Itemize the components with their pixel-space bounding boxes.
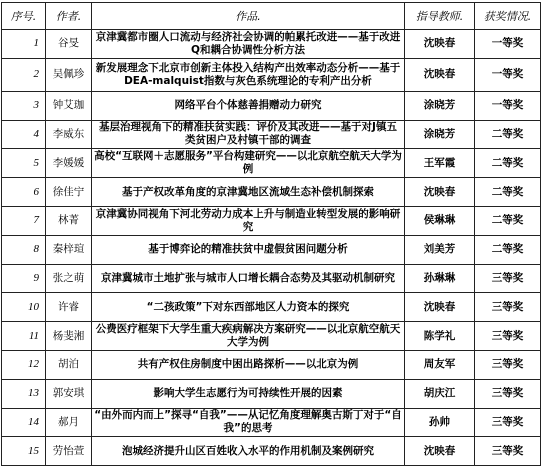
- row-advisor: 沈映春: [405, 437, 475, 466]
- row-work: “二孩政策”下对东西部地区人力资本的探究: [92, 293, 405, 322]
- row-advisor: 孙帅: [405, 408, 475, 437]
- row-advisor: 刘美芳: [405, 235, 475, 264]
- row-author: 谷旻: [46, 30, 92, 59]
- row-award: 三等奖: [475, 408, 541, 437]
- row-author: 郭安琪: [46, 379, 92, 408]
- table-row: [2, 91, 541, 120]
- row-work: 京津冀协同视角下河北劳动力成本上升与制造业转型发展的影响研究: [92, 206, 405, 235]
- row-index: 4: [2, 120, 46, 149]
- row-award: 二等奖: [475, 206, 541, 235]
- award-table: [1, 2, 541, 466]
- row-author: 李威东: [46, 120, 92, 149]
- row-author: 李媛媛: [46, 149, 92, 178]
- row-advisor: 沈映春: [405, 293, 475, 322]
- row-index: 1: [2, 30, 46, 59]
- row-work: 基于产权改革角度的京津冀地区流域生态补偿机制探索: [92, 178, 405, 207]
- row-author: 郝月: [46, 408, 92, 437]
- row-index: 13: [2, 379, 46, 408]
- row-advisor: 周友军: [405, 350, 475, 379]
- row-award: 三等奖: [475, 264, 541, 293]
- table-row: [2, 206, 541, 235]
- table-row: [2, 30, 541, 59]
- row-index: 11: [2, 322, 46, 351]
- row-author: 林菁: [46, 206, 92, 235]
- table-row: [2, 235, 541, 264]
- row-author: 吴佩珍: [46, 58, 92, 91]
- row-award: 三等奖: [475, 350, 541, 379]
- header-advisor: 指导教师.: [405, 3, 475, 30]
- row-author: 钟艾珈: [46, 91, 92, 120]
- table-row: [2, 293, 541, 322]
- row-award: 二等奖: [475, 178, 541, 207]
- row-index: 7: [2, 206, 46, 235]
- row-award: 三等奖: [475, 322, 541, 351]
- row-index: 8: [2, 235, 46, 264]
- row-award: 一等奖: [475, 91, 541, 120]
- row-advisor: 胡庆江: [405, 379, 475, 408]
- header-award: 获奖情况.: [475, 3, 541, 30]
- row-award: 一等奖: [475, 30, 541, 59]
- row-work: 影响大学生志愿行为可持续性开展的因素: [92, 379, 405, 408]
- table-row: [2, 58, 541, 91]
- row-advisor: 沈映春: [405, 30, 475, 59]
- row-index: 5: [2, 149, 46, 178]
- row-advisor: 王军霞: [405, 149, 475, 178]
- row-award: 一等奖: [475, 58, 541, 91]
- table-row: [2, 120, 541, 149]
- row-advisor: 沈映春: [405, 178, 475, 207]
- row-author: 杨斐湘: [46, 322, 92, 351]
- row-work: 泡城经济提升山区百姓收入水平的作用机制及案例研究: [92, 437, 405, 466]
- row-advisor: 侯琳琳: [405, 206, 475, 235]
- table-header-row: [2, 3, 541, 30]
- row-work: 京津冀城市土地扩张与城市人口增长耦合态势及其驱动机制研究: [92, 264, 405, 293]
- row-advisor: 涂晓芳: [405, 91, 475, 120]
- row-work: 高校“互联网＋志愿服务”平台构建研究——以北京航空航天大学为例: [92, 149, 405, 178]
- row-index: 15: [2, 437, 46, 466]
- row-award: 二等奖: [475, 149, 541, 178]
- row-work: 基层治理视角下的精准扶贫实践：评价及其改进——基于对J镇五类贫困户及村镇干部的调查: [92, 120, 405, 149]
- row-advisor: 陈学礼: [405, 322, 475, 351]
- award-table-container: [1, 2, 540, 466]
- table-row: [2, 437, 541, 466]
- header-author: 作者.: [46, 3, 92, 30]
- row-index: 2: [2, 58, 46, 91]
- header-work: 作品.: [92, 3, 405, 30]
- row-index: 14: [2, 408, 46, 437]
- table-row: [2, 408, 541, 437]
- row-work: 共有产权住房制度中困出路探析——以北京为例: [92, 350, 405, 379]
- row-advisor: 孙琳琳: [405, 264, 475, 293]
- table-row: [2, 178, 541, 207]
- table-row: [2, 264, 541, 293]
- row-award: 二等奖: [475, 235, 541, 264]
- row-index: 12: [2, 350, 46, 379]
- row-work: 京津冀都市圈人口流动与经济社会协调的帕累托改进——基于改进Q和耦合协调性分析方法: [92, 30, 405, 59]
- row-award: 三等奖: [475, 437, 541, 466]
- table-row: [2, 350, 541, 379]
- row-award: 三等奖: [475, 293, 541, 322]
- row-award: 二等奖: [475, 120, 541, 149]
- row-index: 3: [2, 91, 46, 120]
- table-row: [2, 149, 541, 178]
- row-author: 胡泊: [46, 350, 92, 379]
- row-work: 网络平台个体慈善捐赠动力研究: [92, 91, 405, 120]
- row-work: 公费医疗框架下大学生重大疾病解决方案研究——以北京航空航天大学为例: [92, 322, 405, 351]
- row-award: 三等奖: [475, 379, 541, 408]
- row-author: 许睿: [46, 293, 92, 322]
- row-advisor: 沈映春: [405, 58, 475, 91]
- row-work: 新发展理念下北京市创新主体投入结构产出效率动态分析——基于DEA-malquist指数与灰色系统理论的专利产出分析: [92, 58, 405, 91]
- row-author: 秦梓瑄: [46, 235, 92, 264]
- row-index: 9: [2, 264, 46, 293]
- row-work: 基于博弈论的精准扶贫中虚假贫困问题分析: [92, 235, 405, 264]
- table-row: [2, 379, 541, 408]
- row-author: 劳怡萱: [46, 437, 92, 466]
- row-index: 10: [2, 293, 46, 322]
- table-row: [2, 322, 541, 351]
- header-index: 序号.: [2, 3, 46, 30]
- row-author: 徐佳宁: [46, 178, 92, 207]
- row-advisor: 涂晓芳: [405, 120, 475, 149]
- row-author: 张之萌: [46, 264, 92, 293]
- row-work: “由外而内而上”探寻“自我”——从记忆角度理解奥古斯丁对于“自我”的思考: [92, 408, 405, 437]
- row-index: 6: [2, 178, 46, 207]
